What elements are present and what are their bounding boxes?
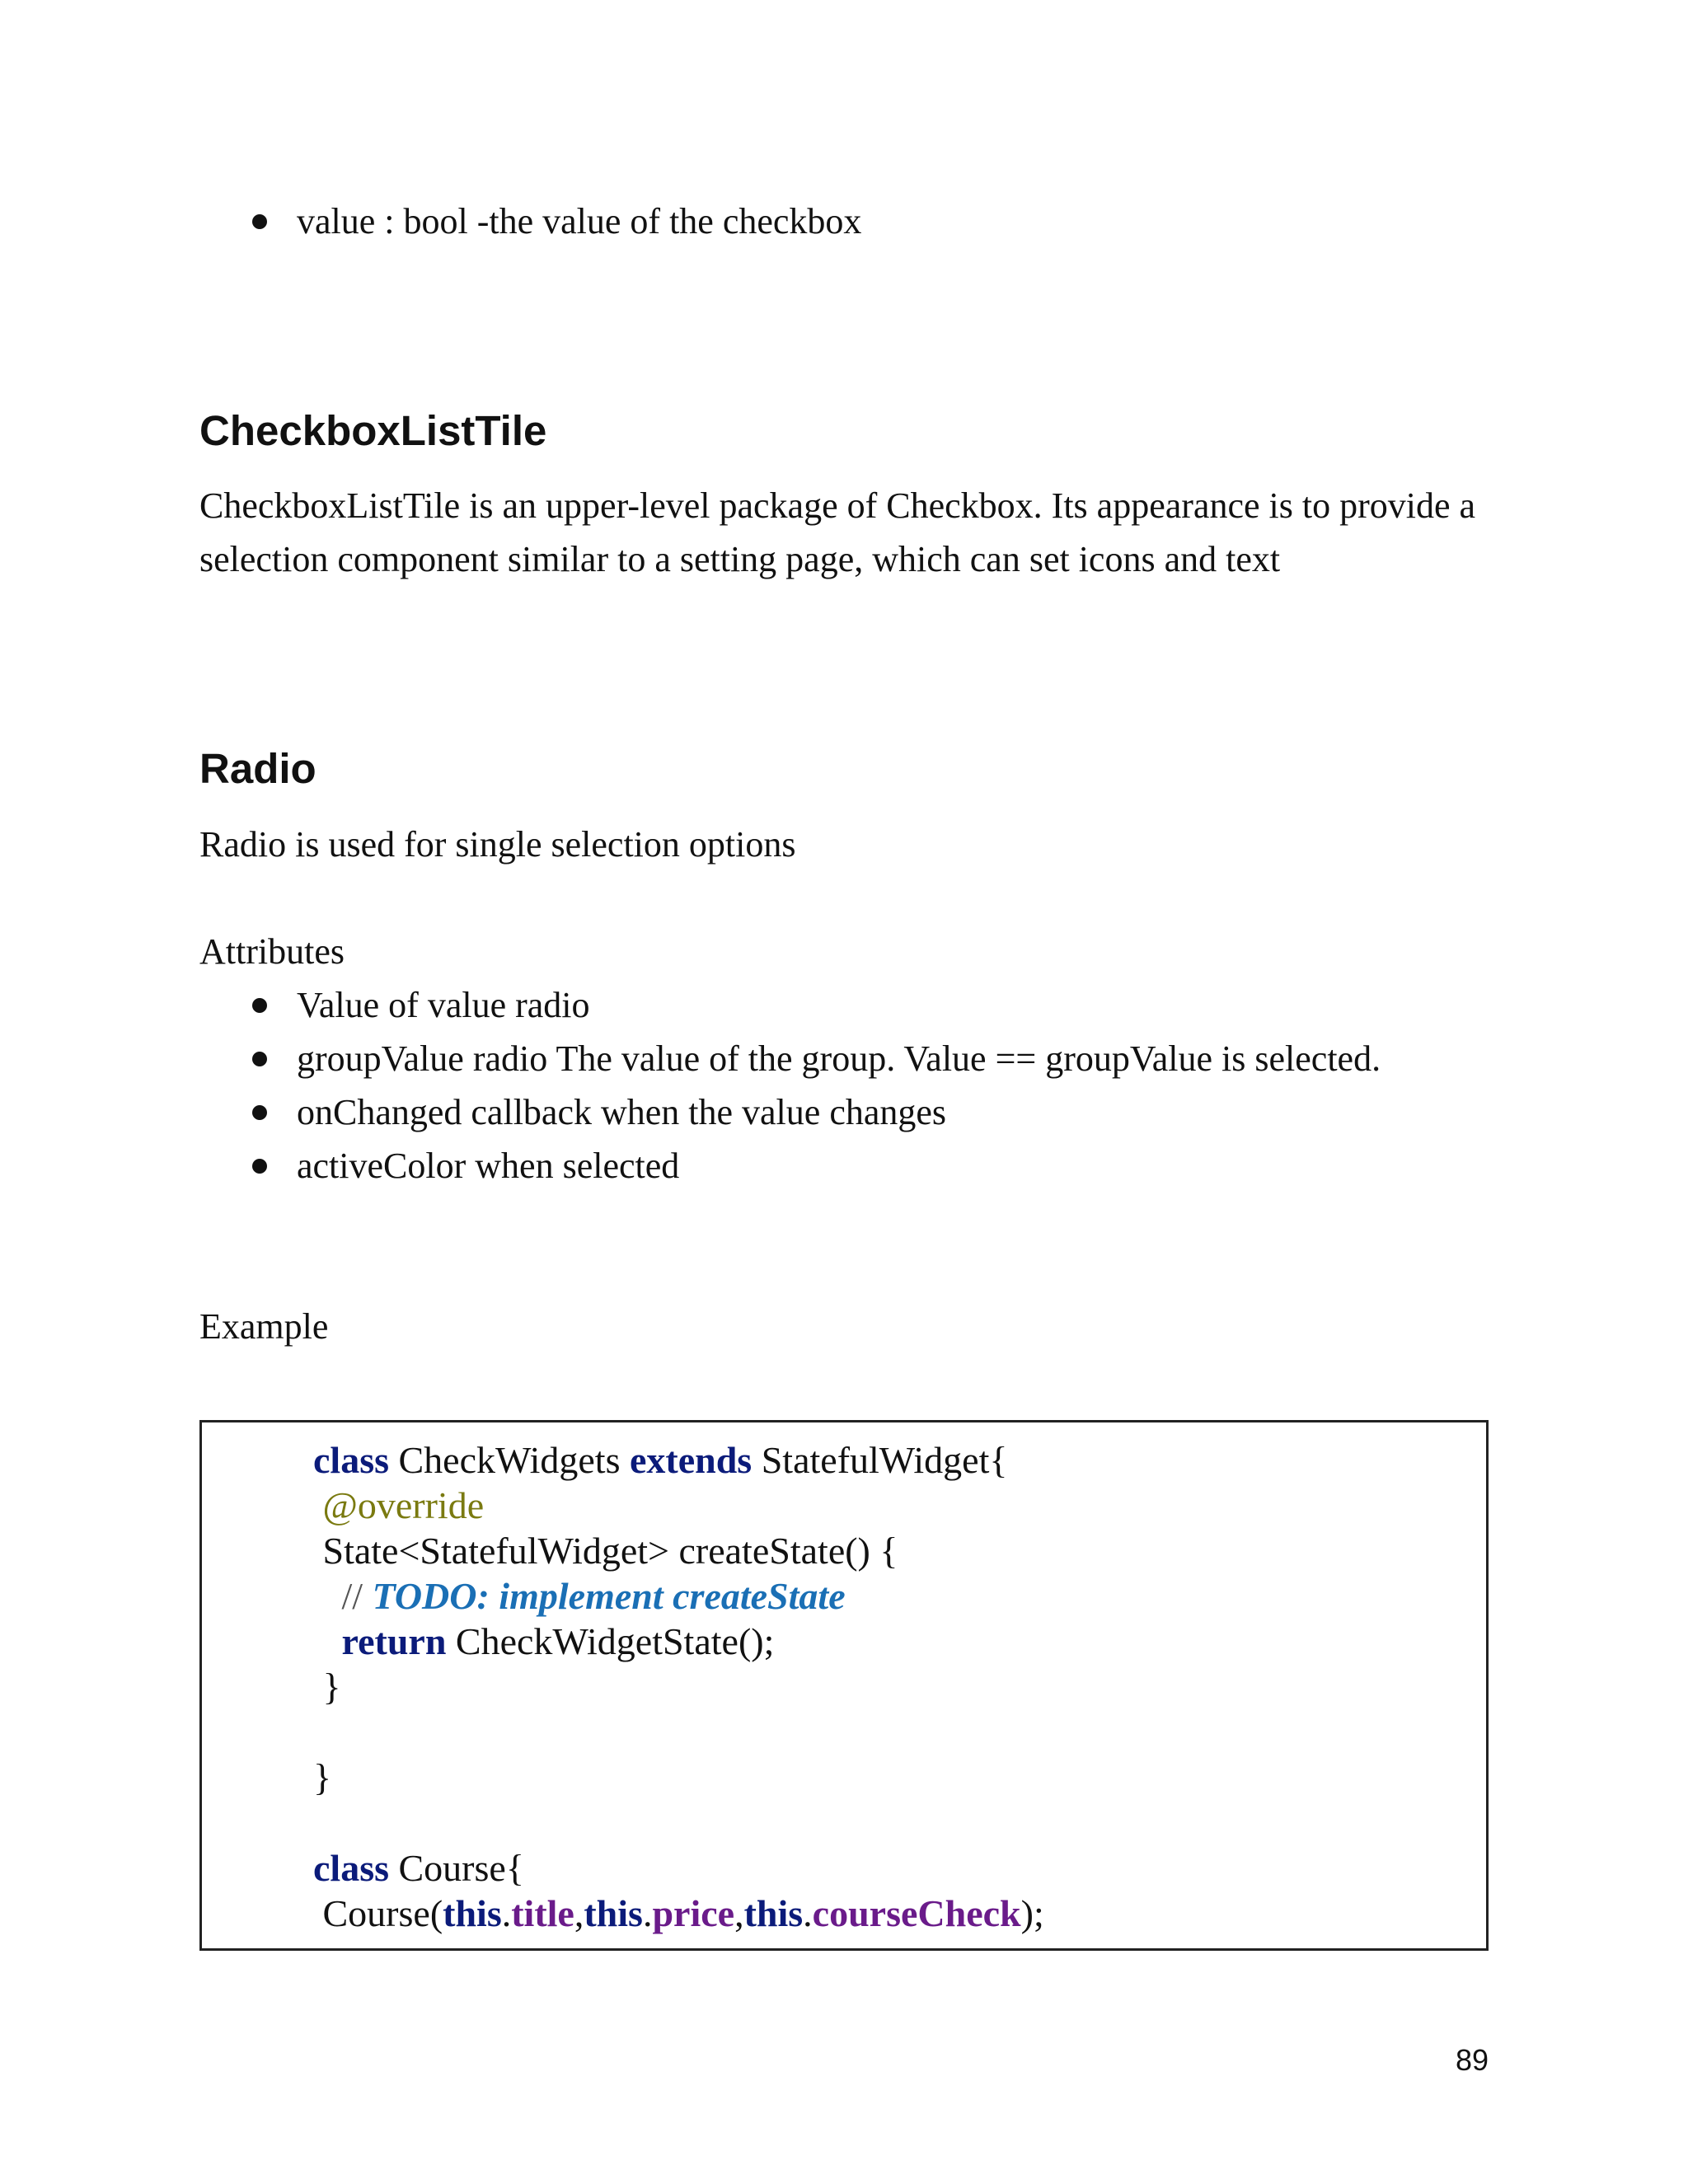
example-label: Example (199, 1306, 329, 1347)
code-field: price (652, 1892, 735, 1934)
code-keyword: this (743, 1892, 804, 1934)
bullet-icon (252, 1159, 267, 1174)
code-text: , (734, 1892, 744, 1934)
code-keyword: return (341, 1620, 447, 1662)
code-text: CheckWidgetState(); (446, 1620, 775, 1662)
code-keyword: this (443, 1892, 502, 1934)
section-heading-radio: Radio (199, 745, 316, 792)
checkboxlisttile-paragraph: CheckboxListTile is an upper-level package of Checkbox. Its appearance is to provide a selection component similar to a setting page, which can set icons and text (199, 485, 1476, 579)
code-keyword: extends (629, 1439, 753, 1481)
code-text: , (574, 1892, 584, 1934)
list-item-text: Value of value radio (297, 985, 590, 1025)
code-text: Course( (313, 1892, 443, 1934)
code-text: } (313, 1666, 341, 1708)
code-text: Course{ (389, 1847, 524, 1889)
list-item (199, 1032, 1508, 1085)
code-example-box (199, 1420, 1489, 1951)
list-item (199, 978, 1632, 1032)
attributes-list (199, 978, 1632, 1193)
bullet-icon (252, 1052, 267, 1066)
bullet-icon (252, 1105, 267, 1120)
code-text: ); (1020, 1892, 1044, 1934)
code-block (313, 1437, 1044, 1936)
list-item (199, 1085, 1632, 1139)
code-text: . (642, 1892, 653, 1934)
bullet-icon (252, 998, 267, 1013)
radio-description: Radio is used for single selection options (199, 824, 796, 865)
code-field: title (511, 1892, 574, 1934)
code-annotation: @override (322, 1484, 485, 1526)
code-keyword: class (313, 1847, 389, 1889)
page-number: 89 (1455, 2043, 1489, 2077)
section-heading-checkboxlisttile: CheckboxListTile (199, 407, 547, 454)
code-text: CheckWidgets (389, 1439, 630, 1481)
code-text: . (501, 1892, 512, 1934)
list-item-text: onChanged callback when the value changes (297, 1092, 947, 1132)
list-item-text: groupValue radio The value of the group. Value == groupValue is selected. (297, 1038, 1381, 1079)
code-text: State<StatefulWidget> createState() { (313, 1530, 898, 1572)
code-text: StatefulWidget{ (752, 1439, 1008, 1481)
code-keyword: class (313, 1439, 389, 1481)
list-item-text: value : bool -the value of the checkbox (297, 201, 862, 241)
top-bullet-list (199, 194, 1632, 248)
code-text: . (803, 1892, 813, 1934)
code-comment-slash: // (341, 1575, 363, 1617)
attributes-label: Attributes (199, 931, 345, 972)
code-keyword: this (584, 1892, 643, 1934)
list-item-text: activeColor when selected (297, 1146, 680, 1186)
list-item (199, 194, 1632, 248)
list-item (199, 1139, 1632, 1193)
bullet-icon (252, 214, 267, 229)
code-text: } (313, 1756, 332, 1798)
code-comment: TODO: implement createState (363, 1575, 846, 1617)
code-field: courseCheck (812, 1892, 1021, 1934)
